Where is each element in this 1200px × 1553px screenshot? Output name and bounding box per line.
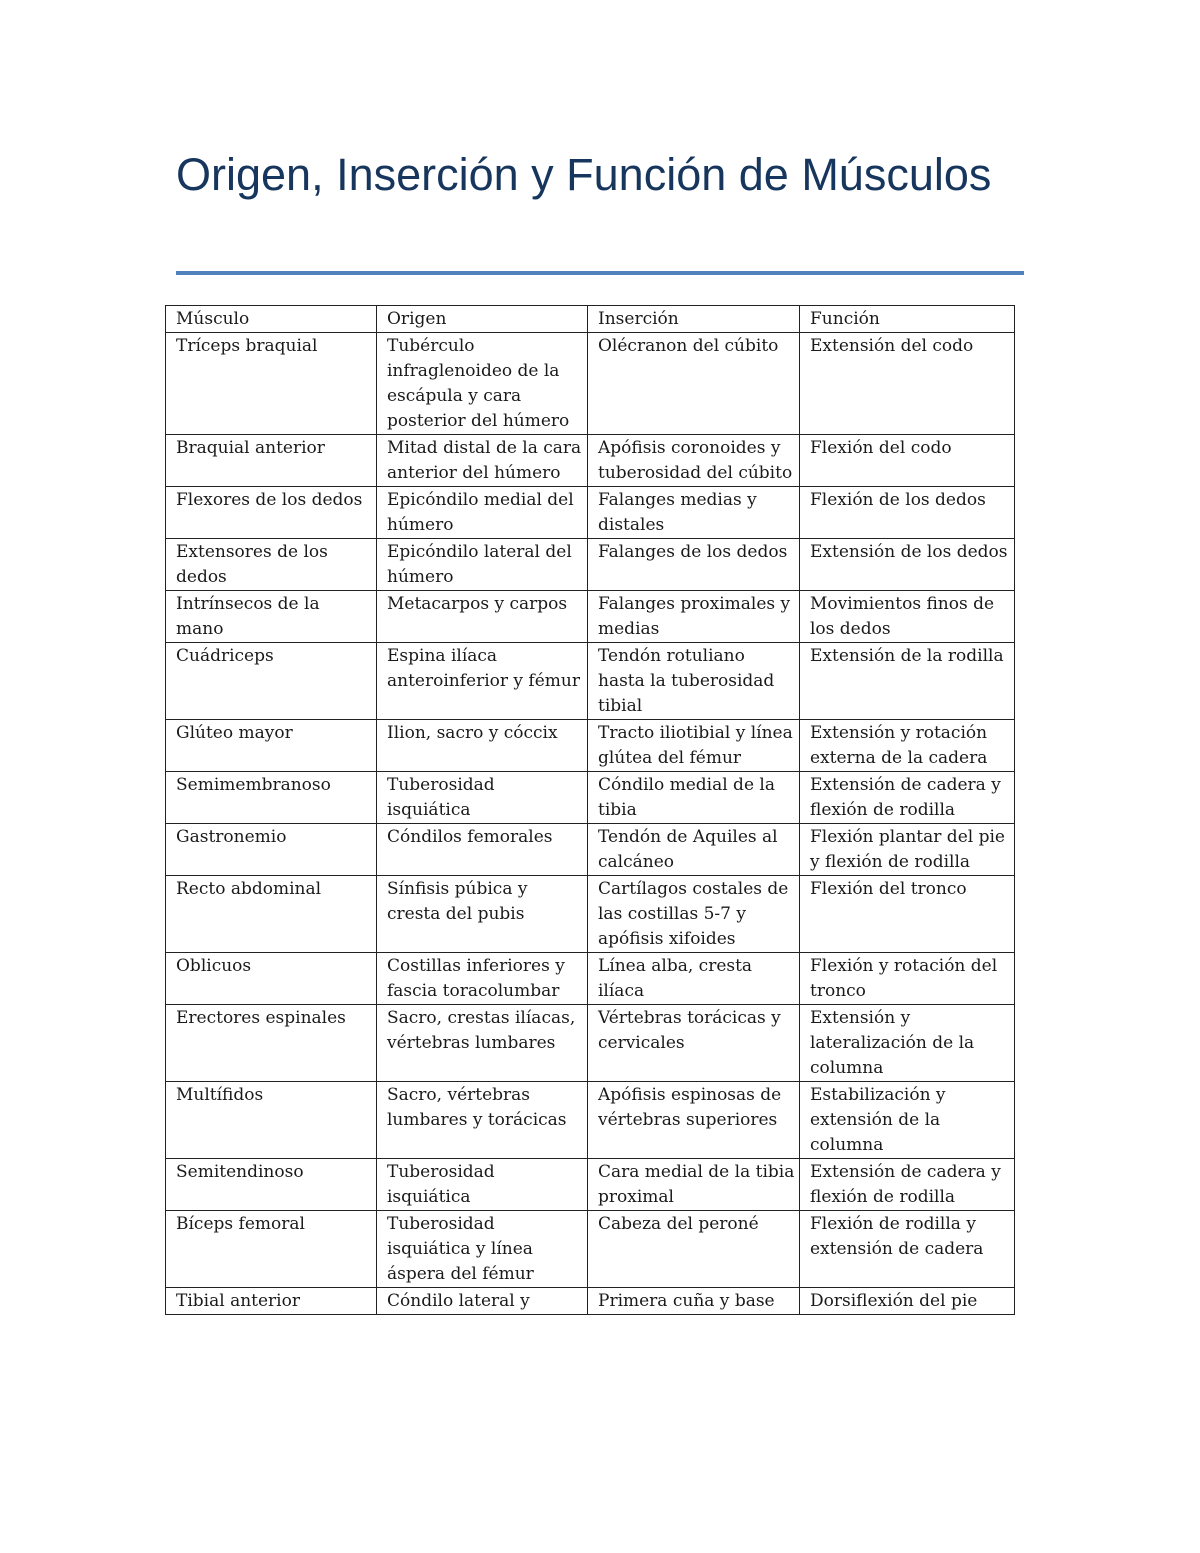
- cell-insercion: Olécranon del cúbito: [588, 333, 800, 435]
- table-row: [166, 876, 1015, 953]
- cell-funcion: Extensión de los dedos: [800, 539, 1015, 591]
- cell-musculo: Gastronemio: [166, 824, 377, 876]
- cell-musculo: Semimembranoso: [166, 772, 377, 824]
- cell-funcion: Flexión de rodilla y extensión de cadera: [800, 1211, 1015, 1288]
- table-row: [166, 1288, 1015, 1315]
- cell-insercion: Cara medial de la tibia proximal: [588, 1159, 800, 1211]
- table-row: [166, 1082, 1015, 1159]
- cell-musculo: Semitendinoso: [166, 1159, 377, 1211]
- cell-musculo: Cuádriceps: [166, 643, 377, 720]
- cell-musculo: Flexores de los dedos: [166, 487, 377, 539]
- cell-origen: Sacro, crestas ilíacas, vértebras lumbares: [377, 1005, 588, 1082]
- cell-origen: Metacarpos y carpos: [377, 591, 588, 643]
- cell-insercion: Apófisis coronoides y tuberosidad del cúbito: [588, 435, 800, 487]
- header-cell-funcion: Función: [800, 306, 1015, 333]
- cell-funcion: Extensión y rotación externa de la cadera: [800, 720, 1015, 772]
- cell-origen: Sínfisis púbica y cresta del pubis: [377, 876, 588, 953]
- table-row: [166, 1211, 1015, 1288]
- cell-musculo: Bíceps femoral: [166, 1211, 377, 1288]
- cell-musculo: Braquial anterior: [166, 435, 377, 487]
- table-row: [166, 435, 1015, 487]
- cell-insercion: Falanges proximales y medias: [588, 591, 800, 643]
- cell-funcion: Dorsiflexión del pie: [800, 1288, 1015, 1315]
- cell-origen: Mitad distal de la cara anterior del húmero: [377, 435, 588, 487]
- cell-musculo: Tríceps braquial: [166, 333, 377, 435]
- cell-origen: Costillas inferiores y fascia toracolumbar: [377, 953, 588, 1005]
- header-cell-insercion: Inserción: [588, 306, 800, 333]
- cell-origen: Espina ilíaca anteroinferior y fémur: [377, 643, 588, 720]
- title-underline: [176, 271, 1024, 275]
- cell-origen: Cóndilo lateral y: [377, 1288, 588, 1315]
- table-row: [166, 720, 1015, 772]
- table-row: [166, 772, 1015, 824]
- table-row: [166, 591, 1015, 643]
- cell-origen: Tuberosidad isquiática y línea áspera del fémur: [377, 1211, 588, 1288]
- cell-origen: Tubérculo infraglenoideo de la escápula y cara posterior del húmero: [377, 333, 588, 435]
- page-title: Origen, Inserción y Función de Músculos: [176, 149, 992, 200]
- cell-musculo: Intrínsecos de la mano: [166, 591, 377, 643]
- cell-funcion: Extensión de cadera y flexión de rodilla: [800, 1159, 1015, 1211]
- table-header-row: [166, 306, 1015, 333]
- cell-musculo: Extensores de los dedos: [166, 539, 377, 591]
- cell-insercion: Primera cuña y base: [588, 1288, 800, 1315]
- table-row: [166, 824, 1015, 876]
- cell-insercion: Apófisis espinosas de vértebras superiores: [588, 1082, 800, 1159]
- cell-origen: Tuberosidad isquiática: [377, 772, 588, 824]
- cell-funcion: Extensión y lateralización de la columna: [800, 1005, 1015, 1082]
- cell-origen: Epicóndilo lateral del húmero: [377, 539, 588, 591]
- cell-funcion: Flexión y rotación del tronco: [800, 953, 1015, 1005]
- cell-insercion: Cartílagos costales de las costillas 5-7 y apófisis xifoides: [588, 876, 800, 953]
- cell-funcion: Flexión plantar del pie y flexión de rodilla: [800, 824, 1015, 876]
- table-row: [166, 539, 1015, 591]
- cell-funcion: Flexión del codo: [800, 435, 1015, 487]
- cell-origen: Sacro, vértebras lumbares y torácicas: [377, 1082, 588, 1159]
- cell-funcion: Flexión de los dedos: [800, 487, 1015, 539]
- table-row: [166, 953, 1015, 1005]
- cell-insercion: Falanges medias y distales: [588, 487, 800, 539]
- cell-musculo: Glúteo mayor: [166, 720, 377, 772]
- cell-musculo: Tibial anterior: [166, 1288, 377, 1315]
- cell-insercion: Tendón de Aquiles al calcáneo: [588, 824, 800, 876]
- cell-funcion: Extensión del codo: [800, 333, 1015, 435]
- cell-funcion: Flexión del tronco: [800, 876, 1015, 953]
- cell-origen: Epicóndilo medial del húmero: [377, 487, 588, 539]
- cell-funcion: Extensión de cadera y flexión de rodilla: [800, 772, 1015, 824]
- table-row: [166, 487, 1015, 539]
- table-row: [166, 643, 1015, 720]
- cell-musculo: Recto abdominal: [166, 876, 377, 953]
- table-row: [166, 1159, 1015, 1211]
- cell-origen: Tuberosidad isquiática: [377, 1159, 588, 1211]
- cell-insercion: Línea alba, cresta ilíaca: [588, 953, 800, 1005]
- cell-origen: Cóndilos femorales: [377, 824, 588, 876]
- cell-insercion: Tracto iliotibial y línea glútea del fémur: [588, 720, 800, 772]
- cell-musculo: Multífidos: [166, 1082, 377, 1159]
- header-cell-musculo: Músculo: [166, 306, 377, 333]
- cell-insercion: Falanges de los dedos: [588, 539, 800, 591]
- cell-insercion: Vértebras torácicas y cervicales: [588, 1005, 800, 1082]
- cell-funcion: Extensión de la rodilla: [800, 643, 1015, 720]
- cell-musculo: Erectores espinales: [166, 1005, 377, 1082]
- cell-funcion: Movimientos finos de los dedos: [800, 591, 1015, 643]
- cell-funcion: Estabilización y extensión de la columna: [800, 1082, 1015, 1159]
- cell-musculo: Oblicuos: [166, 953, 377, 1005]
- cell-insercion: Cóndilo medial de la tibia: [588, 772, 800, 824]
- table-row: [166, 333, 1015, 435]
- header-cell-origen: Origen: [377, 306, 588, 333]
- table-row: [166, 1005, 1015, 1082]
- cell-origen: Ilion, sacro y cóccix: [377, 720, 588, 772]
- cell-insercion: Cabeza del peroné: [588, 1211, 800, 1288]
- cell-insercion: Tendón rotuliano hasta la tuberosidad tibial: [588, 643, 800, 720]
- muscle-table: [165, 305, 1015, 1315]
